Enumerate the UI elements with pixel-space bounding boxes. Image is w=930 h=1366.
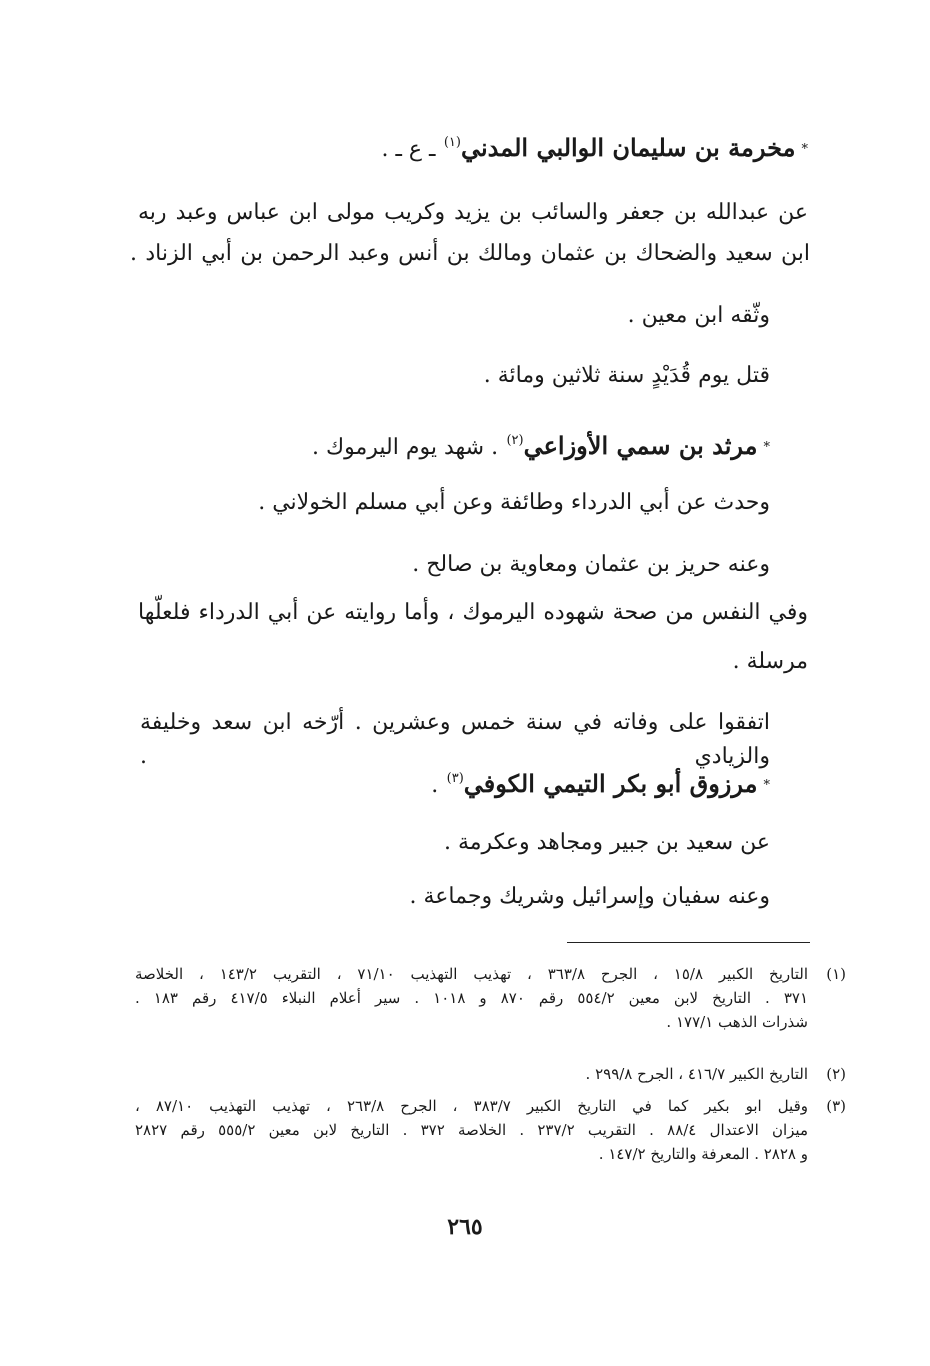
entry-star-marker: *: [763, 777, 770, 793]
footnote-number: (٢): [826, 1065, 846, 1083]
entry-heading-tail: . شهد يوم اليرموك .: [312, 435, 499, 460]
footnote-line: شذرات الذهب ١٧٧/١ .: [666, 1013, 808, 1031]
entry-heading-marthad: [312, 424, 770, 465]
footnote-line: وقيل ابو بكير كما في التاريخ الكبير ٣٨٣/٧ ، الجرح ٢٦٣/٨ ، تهذيب التهذيب ٨٧/١٠ ،: [135, 1097, 808, 1115]
footnote-2: [135, 1062, 846, 1086]
footnote-separator: [567, 942, 810, 943]
text-line: وفي النفس من صحة شهوده اليرموك ، وأما روايته عن أبي الدرداء فلعلّها: [138, 600, 808, 625]
entry-name: مرزوق أبو بكر التيمي الكوفي: [463, 769, 758, 798]
footnote-1: [135, 962, 846, 1034]
text-line: ابن سعيد والضحاك بن عثمان ومالك بن أنس وعبد الرحمن بن أبي الزناد .: [130, 241, 810, 266]
footnote-line: و ٢٨٢٨ . المعرفة والتاريخ ١٤٧/٢ .: [598, 1145, 808, 1163]
entry-heading-tail: ـ ع ـ .: [381, 137, 436, 162]
footnote-line: ٣٧١ . التاريخ لابن معين ٥٥٤/٢ رقم ٨٧٠ و ١٠١٨ . سير أعلام النبلاء ٤١٧/٥ رقم ١٨٣ .: [135, 989, 809, 1007]
text-line: وحدث عن أبي الدرداء وطائفة وعن أبي مسلم الخولاني .: [258, 490, 770, 515]
text-line: وعنه سفيان وإسرائيل وشريك وجماعة .: [409, 884, 770, 909]
entry-star-marker: *: [801, 141, 808, 157]
text-line: اتفقوا على وفاته في سنة خمس وعشرين . أرّخه ابن سعد وخليفة والزيادي .: [140, 710, 770, 769]
entry-heading-tail: .: [431, 773, 439, 798]
text-line: قتل يوم قُدَيْدٍ سنة ثلاثين ومائة .: [483, 363, 770, 388]
text-line: مرسلة .: [732, 649, 808, 674]
footnote-ref: (٣): [446, 771, 464, 786]
footnote-number: (٣): [826, 1097, 846, 1115]
text-line: وثّقه ابن معين .: [627, 303, 770, 328]
footnote-line: ميزان الاعتدال ٨٨/٤ . التقريب ٢٣٧/٢ . الخلاصة ٣٧٢ . التاريخ لابن معين ٥٥٥/٢ رقم ٢٨٢٧: [135, 1121, 808, 1139]
page-number: ٢٦٥: [447, 1214, 483, 1240]
text-line: عن عبدالله بن جعفر والسائب بن يزيد وكريب مولى ابن عباس وعبد ربه: [138, 200, 808, 225]
entry-heading-mukhrama: [381, 126, 808, 167]
text-line: وعنه حريز بن عثمان ومعاوية بن صالح .: [412, 552, 770, 577]
footnote-ref: (١): [443, 135, 461, 150]
footnote-ref: (٢): [506, 433, 524, 448]
footnote-line: التاريخ الكبير ١٥/٨ ، الجرح ٣٦٣/٨ ، تهذيب التهذيب ٧١/١٠ ، التقريب ١٤٣/٢ ، الخلاصة: [135, 965, 808, 983]
text-line: عن سعيد بن جبير ومجاهد وعكرمة .: [443, 830, 770, 855]
entry-name: مخرمة بن سليمان الوالبي المدني: [460, 133, 796, 162]
footnote-line: التاريخ الكبير ٤١٦/٧ ، الجرح ٢٩٩/٨ .: [585, 1065, 808, 1083]
footnote-3: [135, 1094, 846, 1166]
footnote-number: (١): [826, 965, 846, 983]
entry-name: مرثد بن سمي الأوزاعي: [523, 431, 758, 460]
entry-heading-marzuq: [431, 762, 770, 803]
entry-star-marker: *: [763, 439, 770, 455]
